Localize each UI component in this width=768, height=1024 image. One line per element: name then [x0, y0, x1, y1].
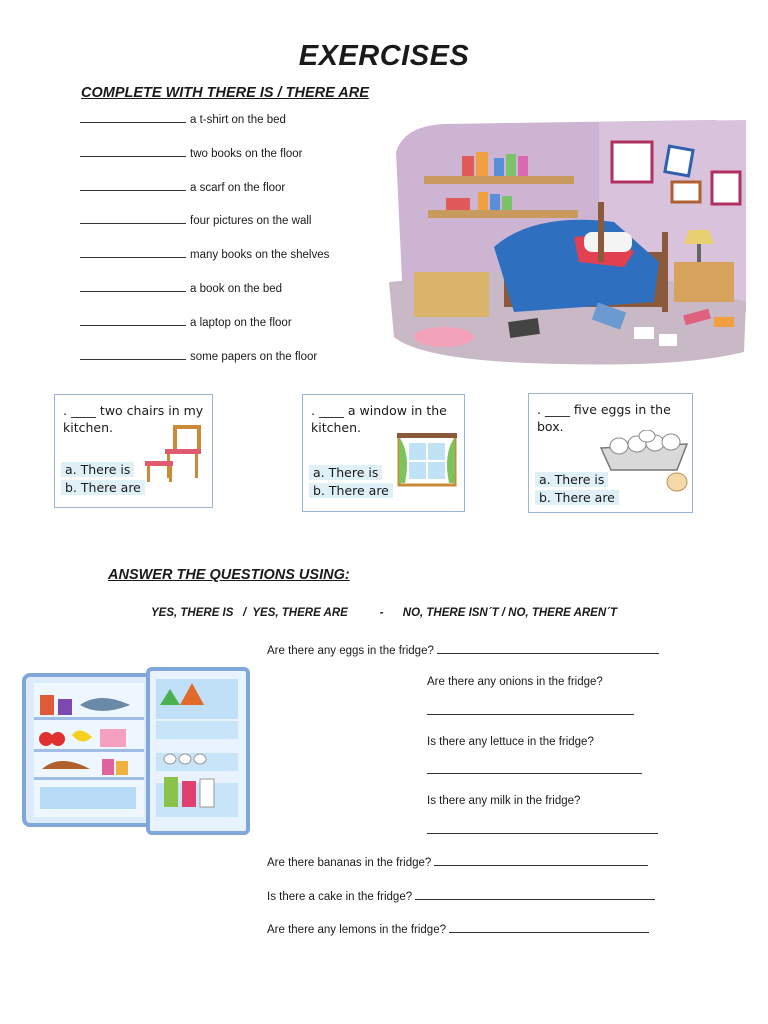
question-lemons: Are there any lemons in the fridge?	[267, 922, 649, 936]
fill-sentence-2: two books on the floor	[80, 146, 303, 160]
window-icon	[395, 433, 459, 489]
quiz-option-b[interactable]: b. There are	[61, 480, 145, 495]
answer-blank[interactable]	[80, 315, 186, 326]
answer-blank[interactable]	[80, 112, 186, 123]
page-title: EXERCISES	[298, 40, 470, 72]
answer-line[interactable]	[415, 889, 655, 900]
question-onions: Are there any onions in the fridge?	[427, 676, 603, 688]
answer-blank[interactable]	[80, 146, 186, 157]
quiz-question: . ____ a window in the kitchen.	[311, 403, 447, 435]
answer-line[interactable]	[449, 922, 649, 933]
quiz-option-b[interactable]: b. There are	[535, 490, 619, 505]
quiz-option-a[interactable]: a. There is	[61, 462, 134, 477]
chairs-icon	[143, 423, 205, 483]
answer-blank[interactable]	[80, 180, 186, 191]
quiz-option-a[interactable]: a. There is	[309, 465, 382, 480]
answer-line[interactable]	[437, 643, 659, 654]
quiz-card-window	[302, 394, 465, 512]
question-lettuce: Is there any lettuce in the fridge?	[427, 736, 594, 748]
egg-box-icon	[599, 430, 689, 494]
fill-sentence-8: some papers on the floor	[80, 349, 317, 363]
answer-blank[interactable]	[80, 281, 186, 292]
question-bananas: Are there bananas in the fridge?	[267, 855, 648, 869]
answer-line[interactable]	[427, 713, 634, 715]
answer-line[interactable]	[427, 772, 642, 774]
answer-blank[interactable]	[80, 247, 186, 258]
section-heading-answer: ANSWER THE QUESTIONS USING:	[108, 567, 350, 583]
fill-sentence-4: four pictures on the wall	[80, 213, 311, 227]
fill-sentence-6: a book on the bed	[80, 281, 282, 295]
answer-blank[interactable]	[80, 213, 186, 224]
quiz-option-b[interactable]: b. There are	[309, 483, 393, 498]
quiz-card-eggs	[528, 393, 693, 513]
section-heading-complete: COMPLETE WITH THERE IS / THERE ARE	[81, 85, 369, 101]
answer-blank[interactable]	[80, 349, 186, 360]
fill-sentence-3: a scarf on the floor	[80, 180, 285, 194]
quiz-question: . ____ two chairs in my kitchen.	[63, 403, 204, 435]
question-milk: Is there any milk in the fridge?	[427, 795, 581, 807]
quiz-card-chairs	[54, 394, 213, 508]
answer-line[interactable]	[427, 832, 658, 834]
answer-line[interactable]	[434, 855, 648, 866]
quiz-question: . ____ five eggs in the box.	[537, 402, 671, 434]
question-eggs: Are there any eggs in the fridge?	[267, 643, 659, 657]
fill-sentence-5: many books on the shelves	[80, 247, 329, 261]
open-fridge-illustration	[20, 665, 253, 837]
messy-bedroom-illustration	[384, 112, 752, 367]
fill-sentence-7: a laptop on the floor	[80, 315, 292, 329]
question-cake: Is there a cake in the fridge?	[267, 889, 655, 903]
fill-sentence-1: a t-shirt on the bed	[80, 112, 286, 126]
quiz-option-a[interactable]: a. There is	[535, 472, 608, 487]
answer-forms: YES, THERE IS / YES, THERE ARE - NO, THERE ISN´T / NO, THERE AREN´T	[150, 607, 618, 619]
